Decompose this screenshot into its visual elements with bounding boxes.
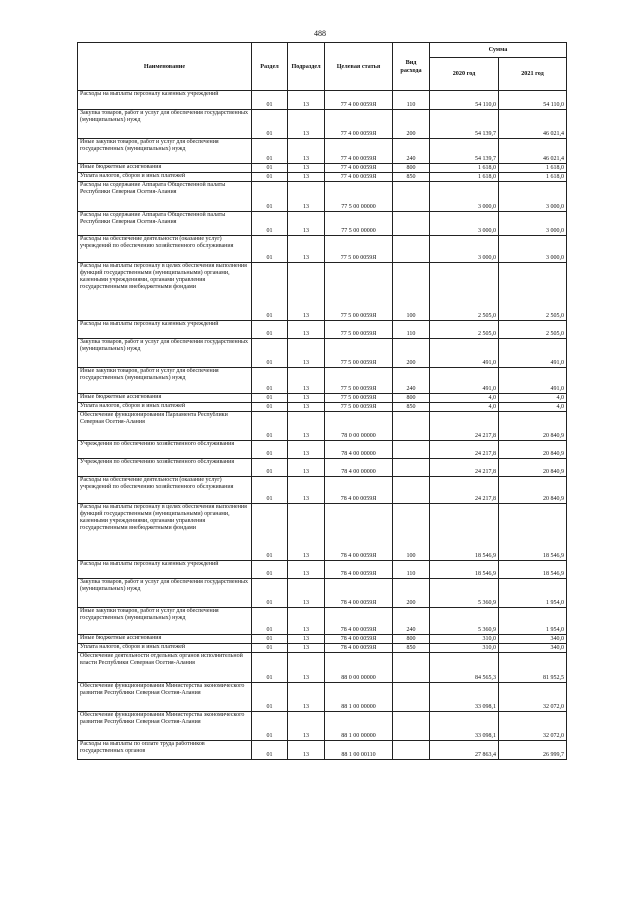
row-amount-2020: 33 098,1	[430, 683, 499, 712]
row-section: 01	[252, 403, 288, 412]
row-expense-type: 240	[393, 139, 430, 164]
row-amount-2020: 1 618,0	[430, 164, 499, 173]
row-section: 01	[252, 579, 288, 608]
row-amount-2020: 3 000,0	[430, 182, 499, 212]
row-amount-2020: 18 546,9	[430, 504, 499, 561]
row-amount-2021: 20 840,9	[499, 459, 567, 477]
row-amount-2020: 2 505,0	[430, 263, 499, 321]
table-row	[78, 412, 567, 441]
row-amount-2021: 2 505,0	[499, 321, 567, 339]
row-amount-2020: 491,0	[430, 368, 499, 394]
row-name: Обеспечение функционирования Парламента Республики Северная Осетия-Алания	[78, 412, 252, 441]
row-name: Закупка товаров, работ и услуг для обеспечения государственных (муниципальных) нужд	[78, 579, 252, 608]
row-expense-type	[393, 477, 430, 504]
row-expense-type: 110	[393, 561, 430, 579]
table-row	[78, 321, 567, 339]
row-expense-type	[393, 741, 430, 760]
row-subsection: 13	[288, 412, 325, 441]
table-row	[78, 173, 567, 182]
row-name: Расходы на выплаты персоналу казенных учреждений	[78, 561, 252, 579]
row-name: Учреждения по обеспечению хозяйственного обслуживания	[78, 441, 252, 459]
row-name: Иные бюджетные ассигнования	[78, 164, 252, 173]
row-name: Иные закупки товаров, работ и услуг для обеспечения государственных (муниципальных) нужд	[78, 608, 252, 635]
row-amount-2021: 340,0	[499, 635, 567, 644]
row-amount-2020: 24 217,8	[430, 441, 499, 459]
row-expense-type: 800	[393, 394, 430, 403]
row-amount-2021: 1 618,0	[499, 164, 567, 173]
row-name: Уплата налогов, сборов и иных платежей	[78, 173, 252, 182]
row-target-article: 77 4 00 0059Я	[325, 139, 393, 164]
row-expense-type	[393, 653, 430, 683]
row-subsection: 13	[288, 644, 325, 653]
table-row	[78, 368, 567, 394]
row-subsection: 13	[288, 504, 325, 561]
table-row	[78, 339, 567, 368]
row-subsection: 13	[288, 403, 325, 412]
row-section: 01	[252, 504, 288, 561]
row-amount-2020: 5 360,9	[430, 579, 499, 608]
row-section: 01	[252, 110, 288, 139]
row-amount-2020: 5 360,9	[430, 608, 499, 635]
row-expense-type: 240	[393, 368, 430, 394]
row-name: Расходы на содержание Аппарата Общественной палаты Республики Северная Осетия-Алания	[78, 182, 252, 212]
row-subsection: 13	[288, 712, 325, 741]
row-amount-2021: 81 952,5	[499, 653, 567, 683]
page-number: 488	[314, 29, 326, 38]
table-row	[78, 653, 567, 683]
row-expense-type	[393, 459, 430, 477]
table-row	[78, 91, 567, 110]
row-name: Уплата налогов, сборов и иных платежей	[78, 403, 252, 412]
row-amount-2021: 491,0	[499, 339, 567, 368]
row-amount-2020: 2 505,0	[430, 321, 499, 339]
row-subsection: 13	[288, 321, 325, 339]
header-year-2020: 2020 год	[430, 58, 499, 91]
row-section: 01	[252, 321, 288, 339]
row-amount-2020: 4,0	[430, 403, 499, 412]
row-target-article: 78 0 00 00000	[325, 412, 393, 441]
row-expense-type: 850	[393, 403, 430, 412]
table-row	[78, 579, 567, 608]
row-amount-2021: 4,0	[499, 403, 567, 412]
row-amount-2020: 54 139,7	[430, 110, 499, 139]
row-subsection: 13	[288, 173, 325, 182]
row-name: Обеспечение деятельности отдельных органов исполнительной власти Республики Северная Осетия-Алания	[78, 653, 252, 683]
row-expense-type: 800	[393, 635, 430, 644]
row-section: 01	[252, 441, 288, 459]
row-target-article: 78 4 00 0059Я	[325, 477, 393, 504]
row-section: 01	[252, 368, 288, 394]
row-subsection: 13	[288, 182, 325, 212]
table-row	[78, 683, 567, 712]
row-target-article: 77 4 00 0059Я	[325, 91, 393, 110]
row-expense-type: 200	[393, 339, 430, 368]
row-expense-type: 100	[393, 504, 430, 561]
row-target-article: 88 1 00 00110	[325, 741, 393, 760]
row-subsection: 13	[288, 477, 325, 504]
row-subsection: 13	[288, 394, 325, 403]
row-subsection: 13	[288, 164, 325, 173]
row-section: 01	[252, 182, 288, 212]
row-expense-type: 850	[393, 644, 430, 653]
row-subsection: 13	[288, 579, 325, 608]
row-name: Расходы на обеспечение деятельности (оказание услуг) учреждений по обеспечению хозяйственного обслуживания	[78, 236, 252, 263]
table-row	[78, 263, 567, 321]
table-row	[78, 110, 567, 139]
table-header	[78, 43, 567, 91]
row-section: 01	[252, 741, 288, 760]
table-row	[78, 236, 567, 263]
row-target-article: 78 4 00 0059Я	[325, 579, 393, 608]
row-amount-2021: 1 954,0	[499, 579, 567, 608]
row-amount-2020: 24 217,8	[430, 412, 499, 441]
row-name: Обеспечение функционирования Министерства экономического развития Республики Северная Осетия-Алания	[78, 683, 252, 712]
row-amount-2020: 3 000,0	[430, 236, 499, 263]
budget-table	[77, 42, 567, 760]
row-section: 01	[252, 394, 288, 403]
row-name: Расходы на выплаты по оплате труда работников государственных органов	[78, 741, 252, 760]
row-section: 01	[252, 173, 288, 182]
row-subsection: 13	[288, 741, 325, 760]
row-target-article: 78 4 00 0059Я	[325, 504, 393, 561]
row-target-article: 88 1 00 00000	[325, 712, 393, 741]
row-expense-type: 240	[393, 608, 430, 635]
table-row	[78, 164, 567, 173]
header-sum: Сумма	[430, 43, 567, 58]
row-expense-type: 200	[393, 579, 430, 608]
row-name: Обеспечение функционирования Министерства экономического развития Республики Северная Осетия-Алания	[78, 712, 252, 741]
row-amount-2020: 84 565,3	[430, 653, 499, 683]
table-row	[78, 712, 567, 741]
table-row	[78, 441, 567, 459]
row-name: Расходы на выплаты персоналу в целях обеспечения выполнения функций государственными (муниципальными) органами, казенными учреждениями, органами управления государственными внебюджетными фондами	[78, 263, 252, 321]
row-name: Закупка товаров, работ и услуг для обеспечения государственных (муниципальных) нужд	[78, 110, 252, 139]
row-section: 01	[252, 644, 288, 653]
row-expense-type	[393, 412, 430, 441]
row-target-article: 78 4 00 0059Я	[325, 608, 393, 635]
row-expense-type: 110	[393, 91, 430, 110]
row-target-article: 78 4 00 0059Я	[325, 635, 393, 644]
row-name: Иные закупки товаров, работ и услуг для обеспечения государственных (муниципальных) нужд	[78, 368, 252, 394]
row-subsection: 13	[288, 110, 325, 139]
row-section: 01	[252, 459, 288, 477]
row-amount-2020: 54 110,0	[430, 91, 499, 110]
row-name: Иные закупки товаров, работ и услуг для обеспечения государственных (муниципальных) нужд	[78, 139, 252, 164]
row-section: 01	[252, 339, 288, 368]
row-amount-2021: 32 072,0	[499, 683, 567, 712]
row-amount-2021: 26 999,7	[499, 741, 567, 760]
row-subsection: 13	[288, 683, 325, 712]
row-name: Расходы на выплаты персоналу казенных учреждений	[78, 321, 252, 339]
row-amount-2021: 46 021,4	[499, 110, 567, 139]
row-amount-2021: 20 840,9	[499, 412, 567, 441]
row-target-article: 77 5 00 00000	[325, 212, 393, 236]
table-row	[78, 644, 567, 653]
table-row	[78, 212, 567, 236]
row-name: Иные бюджетные ассигнования	[78, 394, 252, 403]
table-row	[78, 504, 567, 561]
row-subsection: 13	[288, 653, 325, 683]
row-amount-2020: 491,0	[430, 339, 499, 368]
row-target-article: 78 4 00 0059Я	[325, 644, 393, 653]
row-target-article: 88 1 00 00000	[325, 683, 393, 712]
row-subsection: 13	[288, 561, 325, 579]
row-target-article: 77 5 00 0059Я	[325, 321, 393, 339]
row-amount-2021: 18 546,9	[499, 561, 567, 579]
table-body	[78, 91, 567, 760]
row-section: 01	[252, 712, 288, 741]
row-section: 01	[252, 561, 288, 579]
table-row	[78, 394, 567, 403]
row-name: Учреждения по обеспечению хозяйственного обслуживания	[78, 459, 252, 477]
row-name: Расходы на содержание Аппарата Общественной палаты Республики Северная Осетия-Алания	[78, 212, 252, 236]
row-amount-2021: 32 072,0	[499, 712, 567, 741]
row-amount-2021: 1 954,0	[499, 608, 567, 635]
row-amount-2020: 310,0	[430, 635, 499, 644]
row-amount-2021: 2 505,0	[499, 263, 567, 321]
table-row	[78, 182, 567, 212]
row-amount-2021: 18 546,9	[499, 504, 567, 561]
row-target-article: 78 4 00 00000	[325, 441, 393, 459]
row-subsection: 13	[288, 263, 325, 321]
row-amount-2020: 27 863,4	[430, 741, 499, 760]
row-amount-2020: 54 139,7	[430, 139, 499, 164]
row-name: Расходы на выплаты персоналу казенных учреждений	[78, 91, 252, 110]
row-section: 01	[252, 683, 288, 712]
header-section: Раздел	[252, 43, 288, 91]
row-target-article: 77 5 00 0059Я	[325, 236, 393, 263]
row-target-article: 77 5 00 0059Я	[325, 368, 393, 394]
row-section: 01	[252, 139, 288, 164]
row-amount-2021: 491,0	[499, 368, 567, 394]
header-target-article: Целевая статья	[325, 43, 393, 91]
row-name: Иные бюджетные ассигнования	[78, 635, 252, 644]
row-subsection: 13	[288, 441, 325, 459]
row-expense-type	[393, 182, 430, 212]
row-section: 01	[252, 608, 288, 635]
row-section: 01	[252, 236, 288, 263]
row-target-article: 77 5 00 00000	[325, 182, 393, 212]
row-target-article: 77 5 00 0059Я	[325, 263, 393, 321]
row-amount-2021: 20 840,9	[499, 477, 567, 504]
table-row	[78, 139, 567, 164]
row-expense-type: 800	[393, 164, 430, 173]
row-expense-type	[393, 212, 430, 236]
row-subsection: 13	[288, 368, 325, 394]
header-expense-type: Вид расхода	[393, 43, 430, 91]
row-name: Расходы на обеспечение деятельности (оказание услуг) учреждений по обеспечению хозяйственного обслуживания	[78, 477, 252, 504]
row-subsection: 13	[288, 212, 325, 236]
row-amount-2020: 18 546,9	[430, 561, 499, 579]
row-target-article: 77 5 00 0059Я	[325, 403, 393, 412]
row-amount-2020: 24 217,8	[430, 459, 499, 477]
row-target-article: 77 5 00 0059Я	[325, 339, 393, 368]
row-target-article: 88 0 00 00000	[325, 653, 393, 683]
row-target-article: 78 4 00 00000	[325, 459, 393, 477]
table-row	[78, 459, 567, 477]
row-subsection: 13	[288, 236, 325, 263]
row-expense-type: 850	[393, 173, 430, 182]
row-expense-type: 110	[393, 321, 430, 339]
row-amount-2021: 20 840,9	[499, 441, 567, 459]
row-expense-type: 100	[393, 263, 430, 321]
row-expense-type	[393, 441, 430, 459]
row-section: 01	[252, 212, 288, 236]
row-amount-2021: 340,0	[499, 644, 567, 653]
table-row	[78, 403, 567, 412]
table-row	[78, 741, 567, 760]
row-target-article: 78 4 00 0059Я	[325, 561, 393, 579]
row-section: 01	[252, 412, 288, 441]
row-target-article: 77 4 00 0059Я	[325, 110, 393, 139]
row-amount-2021: 1 618,0	[499, 173, 567, 182]
row-amount-2021: 4,0	[499, 394, 567, 403]
row-subsection: 13	[288, 91, 325, 110]
row-amount-2020: 1 618,0	[430, 173, 499, 182]
row-amount-2021: 54 110,0	[499, 91, 567, 110]
table-row	[78, 561, 567, 579]
row-amount-2020: 3 000,0	[430, 212, 499, 236]
table-row	[78, 608, 567, 635]
row-expense-type: 200	[393, 110, 430, 139]
row-amount-2021: 3 000,0	[499, 212, 567, 236]
table-row	[78, 635, 567, 644]
row-name: Закупка товаров, работ и услуг для обеспечения государственных (муниципальных) нужд	[78, 339, 252, 368]
row-amount-2020: 33 098,1	[430, 712, 499, 741]
row-subsection: 13	[288, 139, 325, 164]
row-subsection: 13	[288, 608, 325, 635]
row-target-article: 77 5 00 0059Я	[325, 394, 393, 403]
row-section: 01	[252, 653, 288, 683]
row-subsection: 13	[288, 339, 325, 368]
row-amount-2021: 3 000,0	[499, 236, 567, 263]
row-section: 01	[252, 477, 288, 504]
row-expense-type	[393, 236, 430, 263]
header-name: Наименование	[78, 43, 252, 91]
row-section: 01	[252, 263, 288, 321]
row-name: Уплата налогов, сборов и иных платежей	[78, 644, 252, 653]
row-target-article: 77 4 00 0059Я	[325, 164, 393, 173]
row-section: 01	[252, 635, 288, 644]
row-expense-type	[393, 683, 430, 712]
row-amount-2020: 310,0	[430, 644, 499, 653]
row-section: 01	[252, 164, 288, 173]
row-amount-2021: 3 000,0	[499, 182, 567, 212]
row-section: 01	[252, 91, 288, 110]
row-subsection: 13	[288, 459, 325, 477]
header-subsection: Подраздел	[288, 43, 325, 91]
header-year-2021: 2021 год	[499, 58, 567, 91]
row-amount-2021: 46 021,4	[499, 139, 567, 164]
row-amount-2020: 4,0	[430, 394, 499, 403]
table-row	[78, 477, 567, 504]
row-expense-type	[393, 712, 430, 741]
row-amount-2020: 24 217,8	[430, 477, 499, 504]
row-subsection: 13	[288, 635, 325, 644]
row-name: Расходы на выплаты персоналу в целях обеспечения выполнения функций государственными (муниципальными) органами, казенными учреждениями, органами управления государственными внебюджетными фондами	[78, 504, 252, 561]
row-target-article: 77 4 00 0059Я	[325, 173, 393, 182]
